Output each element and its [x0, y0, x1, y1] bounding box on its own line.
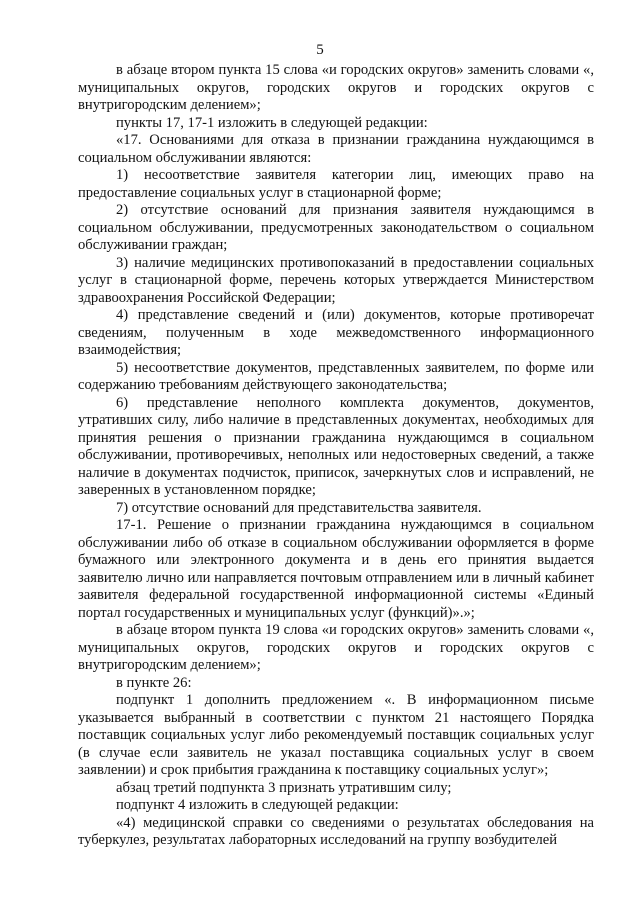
paragraph: 7) отсутствие оснований для представительства заявителя.	[116, 499, 482, 516]
paragraph: в абзаце втором пункта 15 слова «и городских округов» заменить словами «, муниципальных округов, городских округов и городских округов с внутригородским делением»;	[78, 62, 594, 113]
paragraph: 6) представление неполного комплекта документов, документов, утративших силу, либо наличие в представленных документах, необходимых для принятия решения о признании гражданина нуждающимся в социальном обслуживании, противоречивых, неполных или недостоверных сведений, а также наличие в документах подчисток, приписок, зачеркнутых слов и исправлений, не заверенных в установленном порядке;	[78, 394, 594, 498]
paragraph: пункты 17, 17-1 изложить в следующей редакции:	[116, 114, 428, 131]
paragraph: 5) несоответствие документов, представленных заявителем, по форме или содержанию требованиям действующего законодательства;	[78, 359, 594, 393]
paragraph: 2) отсутствие оснований для признания заявителя нуждающимся в социальном обслуживании, предусмотренных законодательством о социальном обслуживании граждан;	[78, 202, 594, 253]
paragraph: 1) несоответствие заявителя категории лиц, имеющих право на предоставление социальных услуг в стационарной форме;	[78, 167, 594, 201]
paragraph: 3) наличие медицинских противопоказаний в предоставлении социальных услуг в стационарной форме, перечень которых утверждается Министерством здравоохранения Российской Федерации;	[78, 254, 594, 306]
paragraph: абзац третий подпункта 3 признать утратившим силу;	[116, 779, 452, 796]
paragraph: подпункт 4 изложить в следующей редакции:	[116, 797, 399, 813]
paragraph: 17-1. Решение о признании гражданина нуждающимся в социальном обслуживании либо об отказе в социальном обслуживании оформляется в форме бумажного или электронного документа и в день его принятия выдается заявителю лично или направляется почтовым отправлением или в личный кабинет заявителя федеральной государственной информационной системы «Единый портал государственных и муниципальных услуг (функций)».»;	[78, 517, 594, 621]
page-number: 5	[316, 42, 324, 58]
paragraph: в абзаце втором пункта 19 слова «и городских округов» заменить словами «, муниципальных округов, городских округов и городских округов с внутригородским делением»;	[78, 622, 594, 673]
paragraph: «4) медицинской справки со сведениями о результатах обследования на туберкулез, результатах лабораторных исследований на группу возбудителей	[78, 814, 594, 848]
paragraph: в пункте 26:	[116, 674, 192, 691]
paragraph: 4) представление сведений и (или) документов, которые противоречат сведениям, полученным в ходе межведомственного информационного взаимодействия;	[78, 307, 594, 358]
paragraph: «17. Основаниями для отказа в признании гражданина нуждающимся в социальном обслуживании являются:	[78, 132, 594, 166]
document-body	[78, 62, 594, 850]
paragraph: подпункт 1 дополнить предложением «. В информационном письме указывается выбранный в соответствии с пунктом 21 настоящего Порядка поставщик социальных услуг либо рекомендуемый поставщик социальных услуг (в случае если заявитель не указал поставщика социальных услуг в своем заявлении) и срок прибытия гражданина к поставщику социальных услуг»;	[78, 692, 594, 778]
